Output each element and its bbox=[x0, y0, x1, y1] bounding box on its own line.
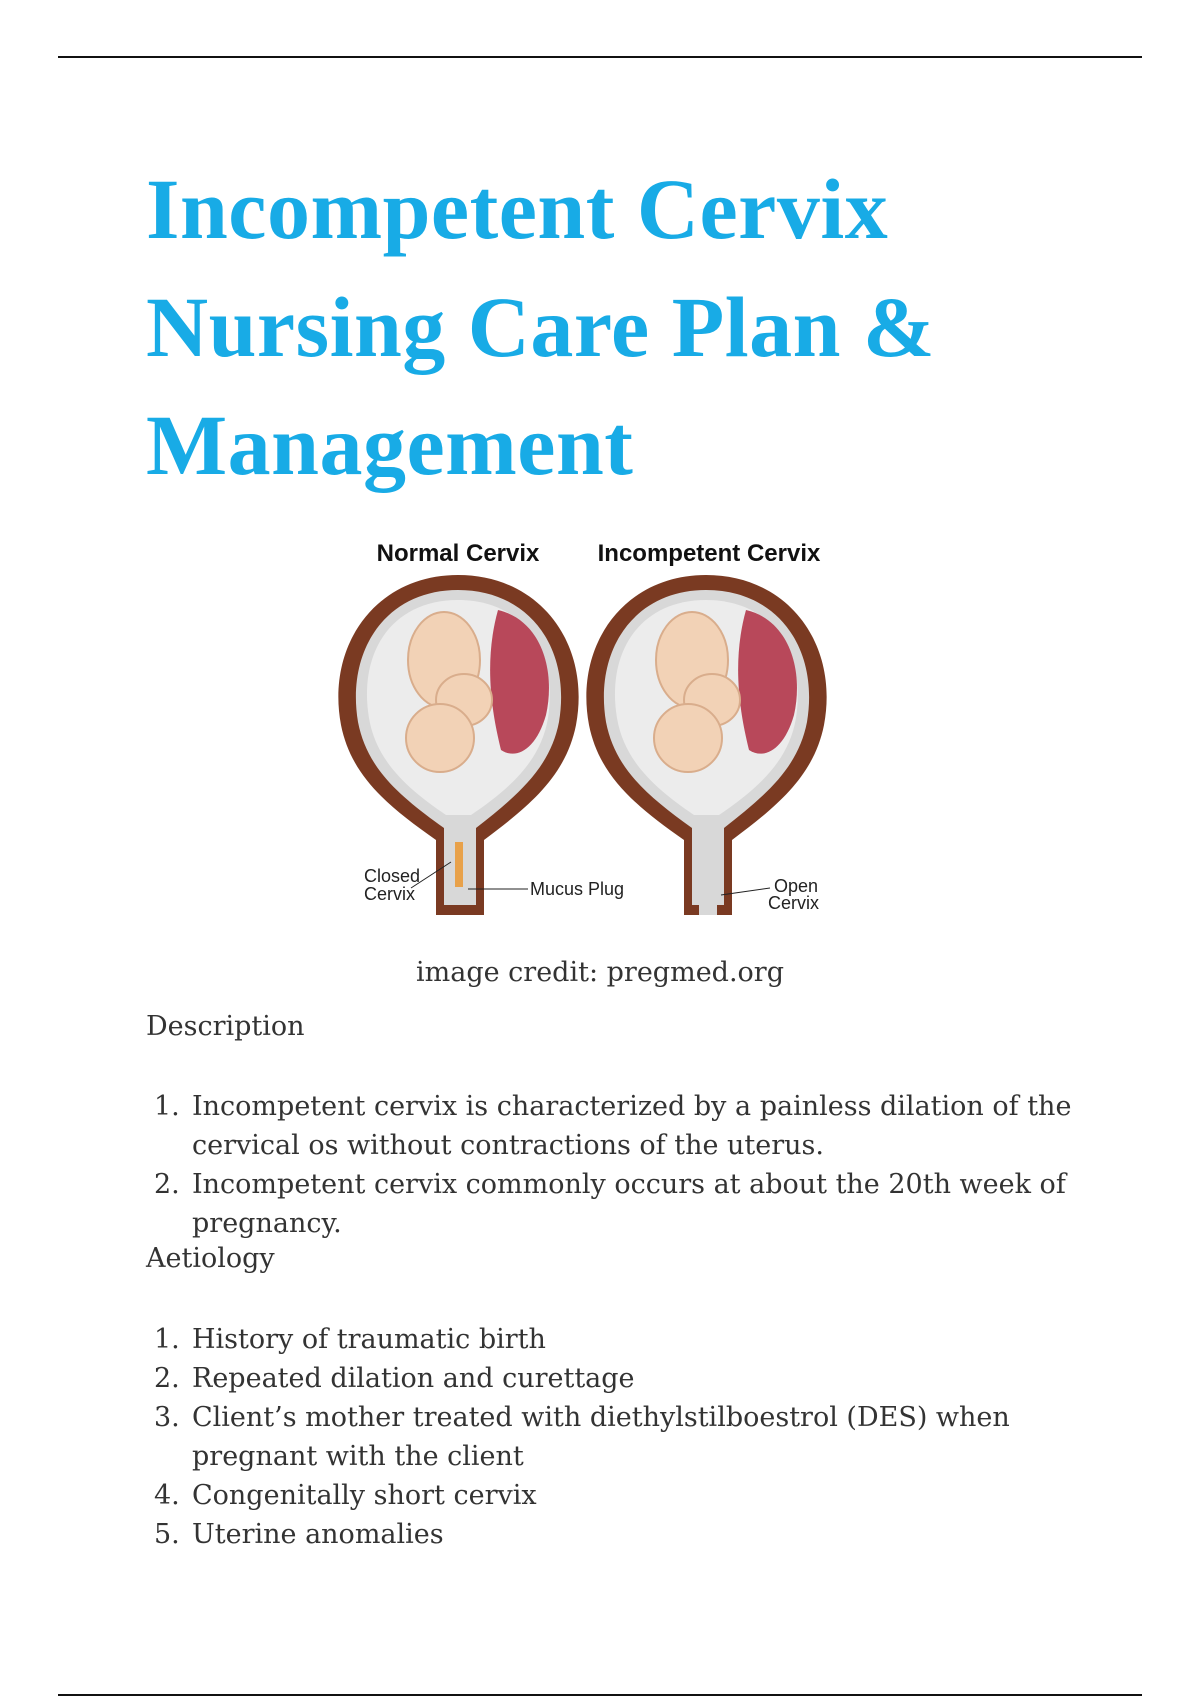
list-item bbox=[146, 1398, 1076, 1476]
description-heading: Description bbox=[146, 1011, 305, 1042]
label-normal-cervix: Normal Cervix bbox=[376, 540, 540, 567]
list-item bbox=[146, 1359, 1076, 1398]
item-number: 4. bbox=[154, 1480, 180, 1511]
cervix-illustration bbox=[146, 510, 1054, 960]
item-number: 2. bbox=[154, 1169, 180, 1200]
label-open-1: Open bbox=[774, 876, 819, 896]
item-number: 1. bbox=[154, 1324, 180, 1355]
item-text: Incompetent cervix commonly occurs at about the 20th week of pregnancy. bbox=[192, 1169, 1066, 1239]
aetiology-heading: Aetiology bbox=[146, 1243, 275, 1274]
list-item bbox=[146, 1320, 1076, 1359]
list-item bbox=[146, 1165, 1076, 1243]
aetiology-list bbox=[146, 1320, 1076, 1554]
label-mucus-plug: Mucus Plug bbox=[530, 879, 625, 899]
item-text: Incompetent cervix is characterized by a painless dilation of the cervical os without contractions of the uterus. bbox=[192, 1091, 1072, 1161]
label-closed-1: Closed bbox=[364, 866, 421, 886]
bottom-rule bbox=[58, 1694, 1142, 1696]
label-closed-2: Cervix bbox=[364, 884, 416, 904]
top-rule bbox=[58, 56, 1142, 58]
item-text: Congenitally short cervix bbox=[192, 1480, 537, 1511]
item-number: 3. bbox=[154, 1402, 180, 1433]
item-text: Repeated dilation and curettage bbox=[192, 1363, 635, 1394]
normal-uterus-drawing bbox=[338, 575, 578, 915]
description-list bbox=[146, 1087, 1076, 1243]
item-number: 5. bbox=[154, 1519, 180, 1550]
image-credit: image credit: pregmed.org bbox=[416, 957, 784, 988]
page-title: Incompetent Cervix Nursing Care Plan & Management bbox=[146, 161, 936, 493]
list-item bbox=[146, 1476, 1076, 1515]
list-item bbox=[146, 1087, 1076, 1165]
label-open-2: Cervix bbox=[768, 893, 820, 913]
item-number: 2. bbox=[154, 1363, 180, 1394]
item-text: Uterine anomalies bbox=[192, 1519, 444, 1550]
incompetent-uterus-drawing bbox=[586, 575, 826, 915]
item-text: History of traumatic birth bbox=[192, 1324, 546, 1355]
item-number: 1. bbox=[154, 1091, 180, 1122]
list-item bbox=[146, 1515, 1076, 1554]
label-incompetent-cervix: Incompetent Cervix bbox=[597, 540, 821, 567]
item-text: Client’s mother treated with diethylstilboestrol (DES) when pregnant with the client bbox=[192, 1402, 1010, 1472]
